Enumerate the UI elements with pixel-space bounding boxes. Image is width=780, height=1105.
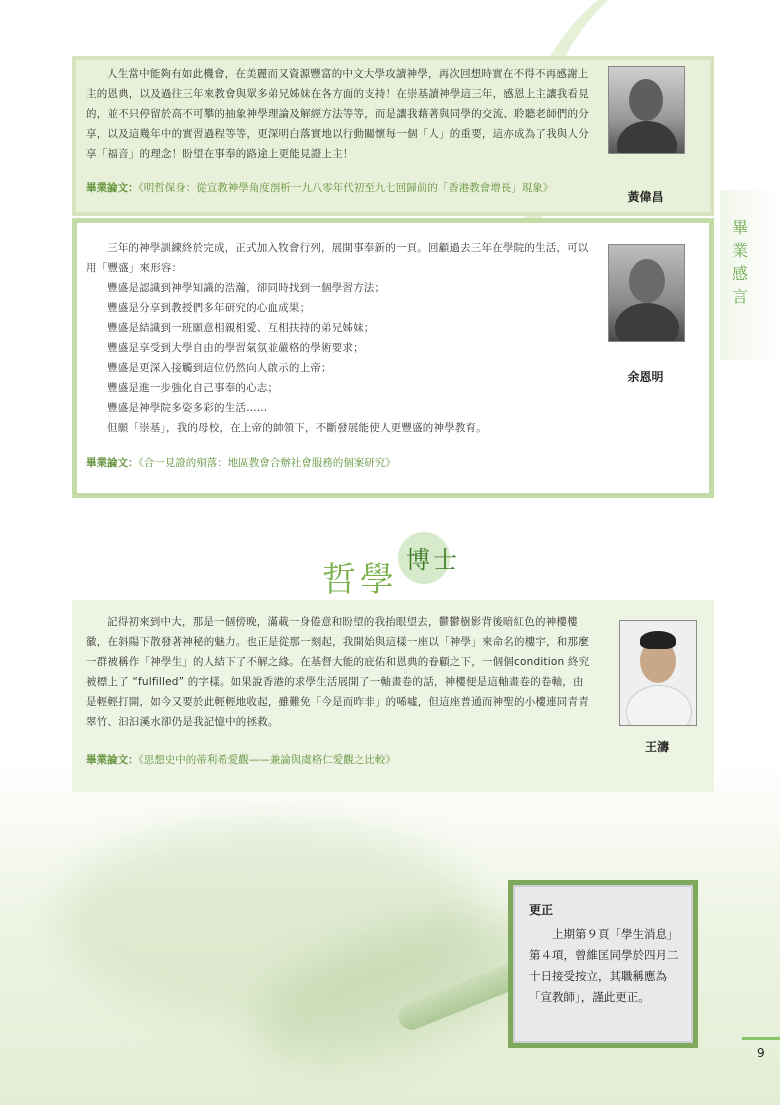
testimonial-intro: 三年的神學訓練終於完成，正式加入牧會行列，展開事奉新的一頁。回顧過去三年在學院的生活，可以用「豐盛」來形容： <box>86 242 589 274</box>
side-label-char: 感 <box>731 264 748 283</box>
portrait-photo <box>608 244 685 342</box>
testimonial-paragraph: 人生當中能夠有如此機會，在美麗而又資源豐富的中文大學攻讀神學，再次回想時實在不得不再感謝上主的恩典，以及過往三年來教會與眾多弟兄姊妹在各方面的支持！在崇基讀神學這三年，感恩上主讓我看見的，並不只停留於高不可攀的抽象神學理論及解經方法等等，而是讓我藉著與同學的交流、聆聽老師們的分享，以及這幾年中的實習過程等等，更深明白落實地以行動關懷每一個「人」的重要，這亦成為了我與人分享「福音」的理念！盼望在事奉的路途上更能見證上主！ <box>86 68 589 160</box>
thesis-line-2 <box>86 455 606 470</box>
testimonial-line: 豐盛是更深入接觸到這位仍然向人啟示的上帝； <box>107 362 332 374</box>
side-label-char: 業 <box>731 241 748 260</box>
testimonial-text-1 <box>86 64 594 164</box>
testimonial-line: 豐盛是結識到一班願意相親相愛、互相扶持的弟兄姊妹； <box>107 322 375 334</box>
thesis-label: 畢業論文： <box>86 457 139 469</box>
correction-notice-inner <box>513 885 693 1043</box>
graduate-name: 王濤 <box>644 740 669 754</box>
testimonial-text-2 <box>86 238 594 438</box>
testimonial-line: 豐盛是分享到教授們多年研究的心血成果； <box>107 302 311 314</box>
page-number-rule <box>742 1037 780 1040</box>
heading-badge-text: 博士 <box>406 546 460 574</box>
graduate-name: 黃偉昌 <box>627 190 664 204</box>
page-number: 9 <box>757 1046 765 1060</box>
testimonial-line: 豐盛是神學院多姿多彩的生活…… <box>107 402 268 414</box>
graduate-name: 余恩明 <box>627 370 664 384</box>
thesis-label: 畢業論文： <box>86 182 139 194</box>
testimonial-line: 豐盛是進一步強化自己事奉的心志； <box>107 382 279 394</box>
thesis-line-3 <box>86 752 606 767</box>
testimonial-text-3 <box>86 612 594 732</box>
thesis-title: 《合一見證的殞落：地區教會合辦社會服務的個案研究》 <box>138 457 396 469</box>
portrait-photo <box>608 66 685 154</box>
testimonial-paragraph: 記得初來到中大，那是一個傍晚，滿載一身倦意和盼望的我抬眼望去，鬱鬱樹影背後暗紅色的神樓樓徽，在斜陽下散發著神秘的魅力。也正是從那一刻起，我開始與這樣一座以「神學」來命名的樓宇，和那麼一群被稱作「神學生」的人結下了不解之緣。在基督大能的庇佑和恩典的眷顧之下，一個個condition 終究被標上了 “fulfilled” 的字樣。如果說香港的求學生活展開了一軸畫卷的話，神樓便是這軸畫卷的卷軸，由是輕輕打開，如今又要於此輕輕地收起，雖難免「今是而昨非」的唏噓，但這座普通而神聖的小樓連同青青翠竹、汩汩溪水卻仍是我記憶中的拯救。 <box>86 616 590 728</box>
testimonial-line: 豐盛是享受到大學自由的學習氣氛並嚴格的學術要求； <box>107 342 364 354</box>
portrait-photo <box>619 620 697 726</box>
testimonial-line: 豐盛是認識到神學知識的浩瀚，卻同時找到一個學習方法； <box>107 282 386 294</box>
heading-main-text: 哲學 <box>322 560 398 600</box>
thesis-title: 《明哲保身：從宣教神學角度剖析一九八零年代初至九七回歸前的「香港教會增長」現象》 <box>138 182 554 194</box>
thesis-label: 畢業論文： <box>86 754 139 766</box>
section-heading <box>322 532 482 602</box>
thesis-line-1 <box>86 180 606 195</box>
side-label-char: 言 <box>731 287 748 306</box>
testimonial-line: 但願「崇基」，我的母校，在上帝的帥領下，不斷發展能使人更豐盛的神學教育。 <box>107 422 487 434</box>
correction-title: 更正 <box>529 903 554 917</box>
correction-body: 上期第９頁「學生消息」第４項，曾維匡同學於四月二十日接受按立，其職稱應為「宣教師」，謹此更正。 <box>529 927 679 1004</box>
thesis-title: 《思想史中的蒂利希愛觀——兼論與虞格仁愛觀之比較》 <box>138 754 396 766</box>
correction-notice <box>508 880 698 1048</box>
section-side-label <box>728 216 752 308</box>
side-label-char: 畢 <box>731 218 748 237</box>
